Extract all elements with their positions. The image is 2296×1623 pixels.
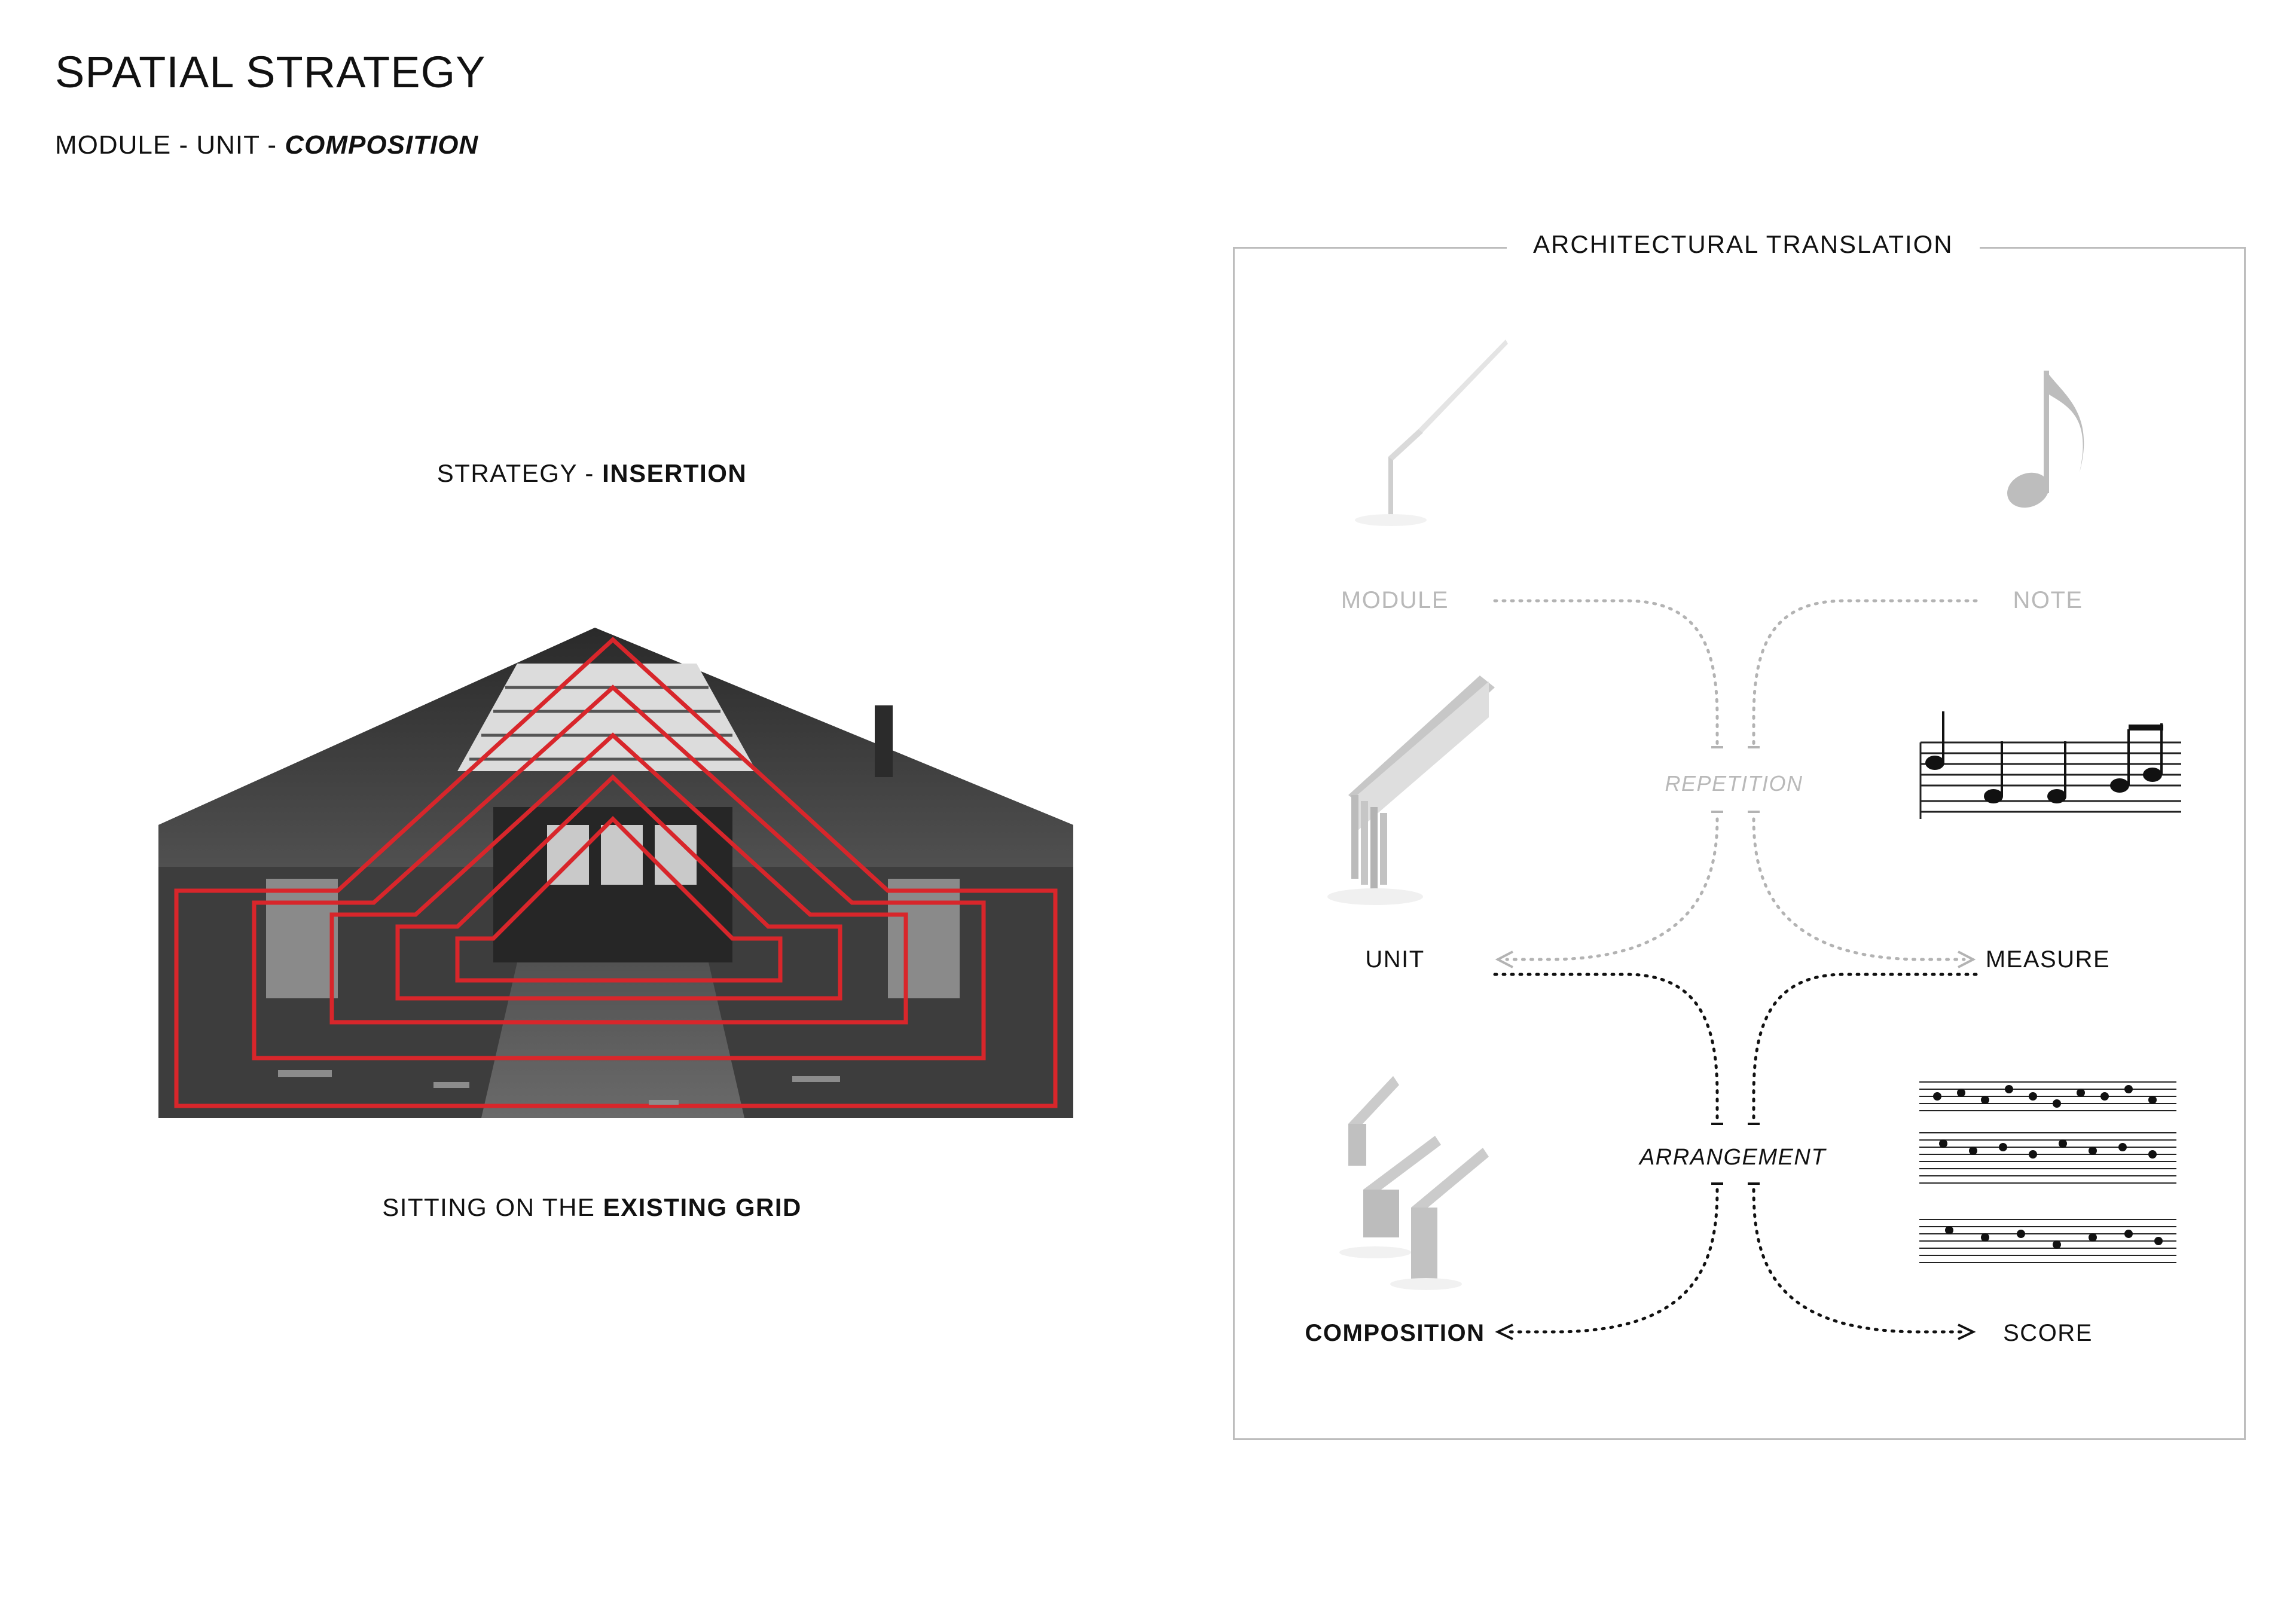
panel-title: ARCHITECTURAL TRANSLATION bbox=[1507, 230, 1980, 259]
translation-panel bbox=[1233, 247, 2246, 1440]
unit-label: UNIT bbox=[1365, 946, 1425, 973]
measure-label: MEASURE bbox=[1985, 946, 2111, 973]
composition-label: COMPOSITION bbox=[1305, 1320, 1485, 1346]
subtitle-prefix: MODULE - UNIT - bbox=[55, 130, 285, 160]
grid-caption bbox=[263, 1193, 921, 1222]
page-title: SPATIAL STRATEGY bbox=[55, 47, 486, 97]
module-label: MODULE bbox=[1341, 587, 1449, 613]
score-label: SCORE bbox=[2003, 1320, 2093, 1346]
subtitle-emphasis: COMPOSITION bbox=[285, 130, 479, 160]
strategy-emphasis: INSERTION bbox=[602, 459, 747, 487]
grid-emphasis: EXISTING GRID bbox=[603, 1193, 802, 1221]
strategy-caption bbox=[263, 459, 921, 488]
grid-prefix: SITTING ON THE bbox=[382, 1193, 603, 1221]
warehouse-insertion-image bbox=[158, 628, 1073, 1118]
repetition-label: REPETITION bbox=[1665, 771, 1803, 796]
note-label: NOTE bbox=[2013, 587, 2083, 613]
strategy-prefix: STRATEGY - bbox=[436, 459, 603, 487]
arrangement-label: ARRANGEMENT bbox=[1639, 1145, 1827, 1170]
page-subtitle bbox=[55, 130, 478, 160]
